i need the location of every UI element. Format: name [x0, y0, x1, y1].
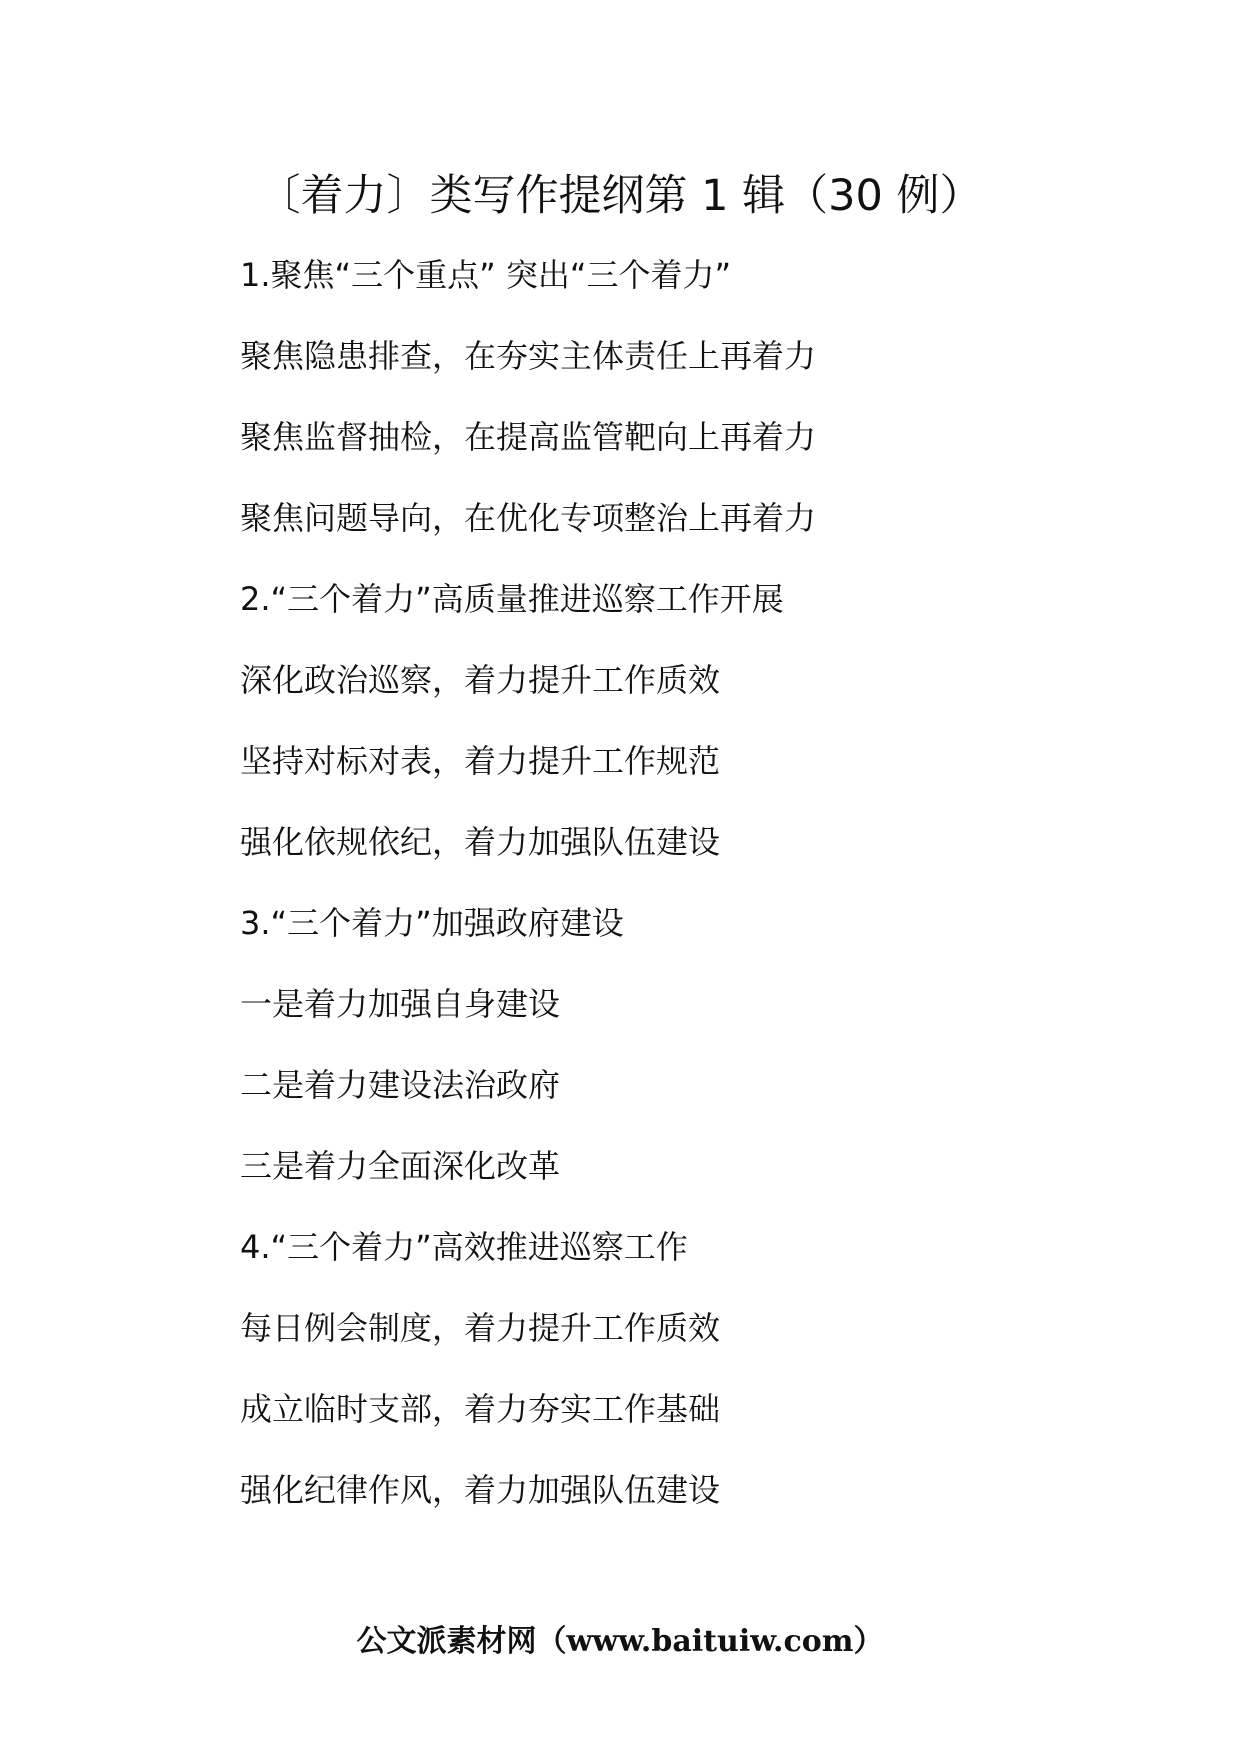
outline-line: 一是着力加强自身建设 — [240, 985, 561, 1023]
outline-line: 聚焦监督抽检，在提高监管靶向上再着力 — [240, 418, 817, 456]
outline-lines — [240, 250, 1140, 1546]
outline-line: 聚焦问题导向，在优化专项整治上再着力 — [240, 499, 817, 537]
document-title: 〔着力〕类写作提纲第 1 辑（30 例） — [257, 171, 983, 221]
outline-line: 3.“三个着力”加强政府建设 — [240, 904, 624, 942]
outline-line: 每日例会制度，着力提升工作质效 — [240, 1309, 721, 1347]
outline-line: 三是着力全面深化改革 — [240, 1147, 561, 1185]
outline-line: 2.“三个着力”高质量推进巡察工作开展 — [240, 580, 784, 618]
outline-line: 1.聚焦“三个重点” 突出“三个着力” — [240, 256, 732, 294]
outline-line: 4.“三个着力”高效推进巡察工作 — [240, 1228, 688, 1266]
source-footer: 公文派素材网（www.baituiw.com） — [356, 1624, 884, 1659]
outline-line: 聚焦隐患排查，在夯实主体责任上再着力 — [240, 337, 817, 375]
outline-line: 成立临时支部，着力夯实工作基础 — [240, 1390, 721, 1428]
outline-line: 二是着力建设法治政府 — [240, 1066, 561, 1104]
outline-line: 强化纪律作风，着力加强队伍建设 — [240, 1471, 721, 1509]
outline-line: 深化政治巡察，着力提升工作质效 — [240, 661, 721, 699]
outline-line: 坚持对标对表，着力提升工作规范 — [240, 742, 721, 780]
outline-line: 强化依规依纪，着力加强队伍建设 — [240, 823, 721, 861]
